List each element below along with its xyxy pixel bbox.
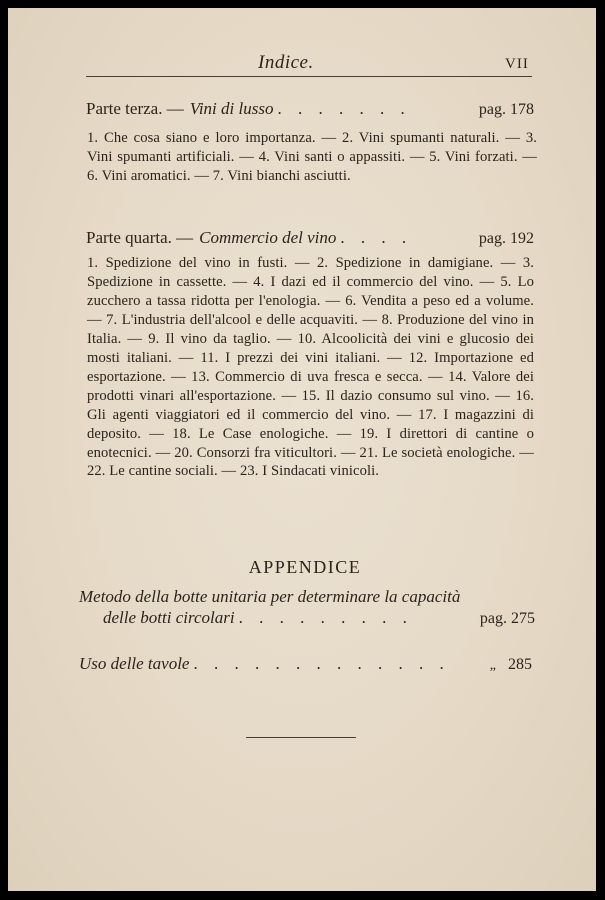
page-title: Indice. — [258, 52, 314, 73]
closing-rule — [246, 737, 356, 738]
toc-entry-uso-tavole — [79, 654, 532, 674]
page-number: VII — [505, 56, 529, 72]
dot-leader: . . . . — [340, 228, 413, 247]
section-summary-parte-quarta: 1. Spedizione del vino in fusti. — 2. Spedizione in damigiane. — 3. Spedizione in cassette. — 4. I dazi ed il commercio del vino. — 5. Lo zucchero a tassa ridotta per l'enologia. — 6. Vendita a peso ed a volume. — 7. L'industria dell'alcool e delle acquaviti. — 8. Produzione del vino in Italia. — 9. Il vino da taglio. — 10. Alcoolicità dei vini e glucosio dei mosti italiani. — 11. I prezzi dei vini italiani. — 12. Importazione ed esportazione. — 13. Commercio di uva fresca e secca. — 14. Valore dei prodotti vinari all'esportazione. — 15. Il dazio consumo sul vino. — 16. Gli agenti viaggiatori ed il commercio del vino. — 17. I magazzini di deposito. — 18. Le Case enologiche. — 19. I direttori di cantine o enotecnici. — 20. Consorzi fra viticultori. — 21. Le società enologiche. — 22. Le cantine sociali. — 23. I Sindacati vinicoli. — [87, 255, 534, 480]
page-reference: pag. 275 — [479, 610, 535, 627]
ditto-mark: „ — [489, 658, 496, 673]
appendix-entry-title-line2: delle botti circolari — [103, 608, 235, 627]
part-title: Commercio del vino — [199, 228, 337, 247]
part-title: Vini di lusso — [189, 99, 274, 118]
toc-entry-parte-quarta — [86, 228, 534, 248]
dot-leader: . . . . . . . . . — [238, 608, 413, 627]
part-label: Parte terza. — — [86, 99, 184, 118]
section-summary-parte-terza: 1. Che cosa siano e loro importanza. — 2. Vini spumanti naturali. — 3. Vini spumanti artificiali. — 4. Vini santi o appassiti. — 5. Vini forzati. — 6. Vini aromatici. — 7. Vini bianchi asciutti. — [87, 130, 537, 184]
toc-entry-metodo-botte — [79, 586, 535, 629]
appendix-entry-line2 — [79, 607, 535, 629]
page-reference: pag. 192 — [478, 230, 534, 247]
page-reference: pag. 178 — [478, 101, 534, 118]
dot-leader: . . . . . . . . . . . . . — [193, 654, 450, 673]
dot-leader: . . . . . . . — [277, 99, 411, 118]
running-head — [8, 52, 596, 78]
entry-title: Uso delle tavole — [79, 654, 190, 673]
appendix-heading: APPENDICE — [248, 557, 362, 577]
part-label: Parte quarta. — — [86, 228, 194, 247]
appendix-entry-title-line1: Metodo della botte unitaria per determinare la capacità — [79, 587, 461, 606]
book-page — [8, 8, 596, 891]
page-reference: 285 — [508, 656, 532, 673]
toc-entry-parte-terza — [86, 99, 534, 119]
header-rule — [86, 76, 532, 77]
